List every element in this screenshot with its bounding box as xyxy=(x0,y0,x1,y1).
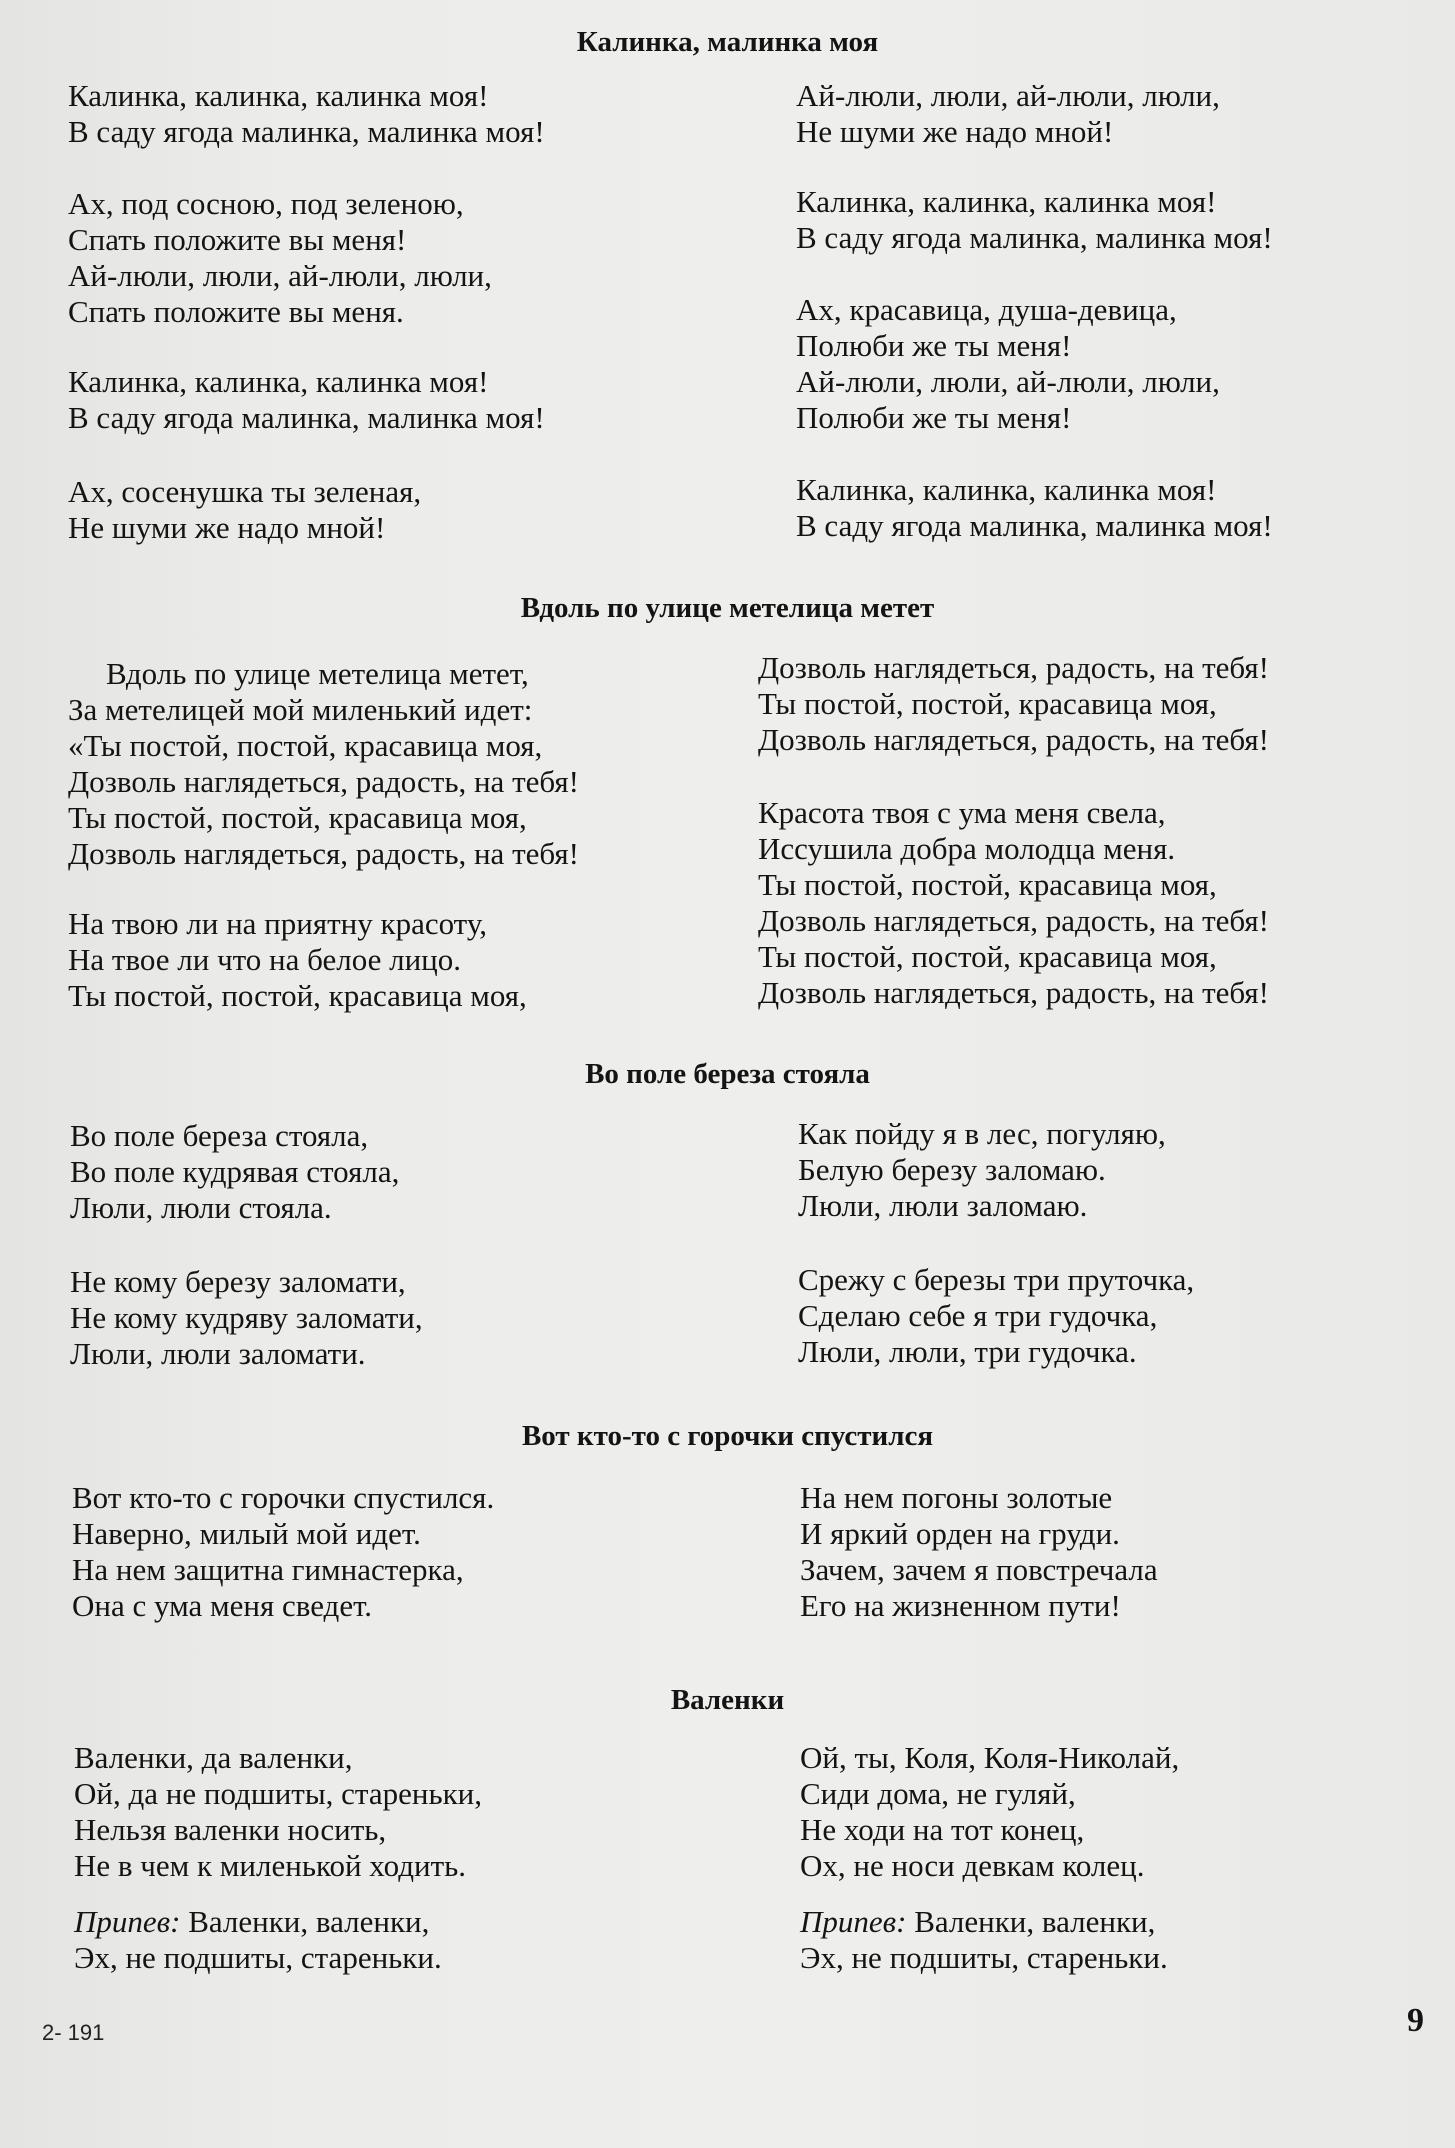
stanza xyxy=(74,1904,442,1976)
stanza xyxy=(800,1904,1168,1976)
verse-line: За метелицей мой миленький идет: xyxy=(68,692,533,727)
verse-line: В саду ягода малинка, малинка моя! xyxy=(796,220,1273,255)
verse-line: Как пойду я в лес, погуляю, xyxy=(798,1116,1166,1151)
song-title: Калинка, малинка моя xyxy=(576,26,879,58)
verse-line: Ай-люли, люли, ай-люли, люли, xyxy=(68,258,492,293)
print-code: 2- 191 xyxy=(42,2020,105,2045)
verse-line: Вот кто-то с горочки спустился. xyxy=(72,1480,495,1515)
stanza xyxy=(758,650,1269,758)
verse-line: Не ходи на тот конец, xyxy=(800,1812,1085,1847)
verse-line: Спать положите вы меня. xyxy=(68,294,404,329)
verse-line: Наверно, милый мой идет. xyxy=(72,1516,421,1551)
stanza xyxy=(70,1118,399,1226)
song-title: Валенки xyxy=(670,1684,785,1716)
verse-line: Во поле береза стояла, xyxy=(70,1118,369,1153)
song-title: Вдоль по улице метелица метет xyxy=(520,592,935,624)
verse-line: Калинка, калинка, калинка моя! xyxy=(796,472,1217,507)
stanza xyxy=(798,1262,1194,1370)
refrain-line xyxy=(800,1904,1168,1940)
stanza xyxy=(68,186,492,330)
verse-line: Люли, люли заломати. xyxy=(70,1336,366,1371)
verse-line: Ты постой, постой, красавица моя, xyxy=(68,978,527,1013)
stanza xyxy=(796,292,1220,436)
stanza xyxy=(74,1740,482,1884)
verse-line: На нем защитна гимнастерка, xyxy=(72,1552,464,1587)
verse-line: Эх, не подшиты, стареньки. xyxy=(74,1940,442,1975)
verse-line: Его на жизненном пути! xyxy=(800,1588,1121,1623)
stanza xyxy=(800,1480,1158,1624)
verse-line: Дозволь наглядеться, радость, на тебя! xyxy=(758,650,1269,685)
verse-line: Валенки, да валенки, xyxy=(74,1740,353,1775)
verse-line: Красота твоя с ума меня свела, xyxy=(758,795,1166,830)
verse-line: Калинка, калинка, калинка моя! xyxy=(68,364,489,399)
stanza xyxy=(68,364,545,436)
verse-line: Дозволь наглядеться, радость, на тебя! xyxy=(68,836,579,871)
verse-line: Сиди дома, не гуляй, xyxy=(800,1776,1076,1811)
page-number: 9 xyxy=(1407,2002,1424,2039)
verse-line: Во поле кудрявая стояла, xyxy=(70,1154,400,1189)
verse-line: Не кому березу заломати, xyxy=(70,1264,406,1299)
verse-text: Валенки, валенки, xyxy=(914,1904,1156,1939)
verse-line: Люли, люли, три гудочка. xyxy=(798,1334,1137,1369)
verse-line: В саду ягода малинка, малинка моя! xyxy=(68,400,545,435)
verse-line: Люли, люли заломаю. xyxy=(798,1188,1088,1223)
verse-line: Срежу с березы три пруточка, xyxy=(798,1262,1195,1297)
verse-line: Белую березу заломаю. xyxy=(798,1152,1106,1187)
stanza xyxy=(68,656,579,872)
verse-line: Вдоль по улице метелица метет, xyxy=(106,656,529,691)
verse-line: Дозволь наглядеться, радость, на тебя! xyxy=(68,764,579,799)
refrain-label: Припев: xyxy=(800,1904,907,1939)
verse-line: Не в чем к миленькой ходить. xyxy=(74,1848,467,1883)
stanza xyxy=(72,1480,494,1624)
verse-line: В саду ягода малинка, малинка моя! xyxy=(68,114,545,149)
stanza xyxy=(800,1740,1179,1884)
verse-line: Калинка, калинка, калинка моя! xyxy=(796,184,1217,219)
verse-line: Спать положите вы меня! xyxy=(68,222,407,257)
stanza xyxy=(68,906,527,1014)
song-title: Вот кто-то с горочки спустился xyxy=(521,1420,934,1452)
verse-line: На твое ли что на белое лицо. xyxy=(68,942,462,977)
verse-line: Не шуми же надо мной! xyxy=(796,114,1114,149)
verse-line: Она с ума меня сведет. xyxy=(72,1588,373,1623)
verse-line: Калинка, калинка, калинка моя! xyxy=(68,78,489,113)
stanza xyxy=(70,1264,423,1372)
stanza xyxy=(758,795,1269,1011)
verse-line: Зачем, зачем я повстречала xyxy=(800,1552,1158,1587)
verse-line: Полюби же ты меня! xyxy=(796,328,1072,363)
stanza xyxy=(68,474,421,546)
verse-line: На твою ли на приятну красоту, xyxy=(68,906,487,941)
verse-line: Ты постой, постой, красавица моя, xyxy=(758,867,1217,902)
verse-line: Ах, под сосною, под зеленою, xyxy=(68,186,464,221)
verse-line: Иссушила добра молодца меня. xyxy=(758,831,1176,866)
verse-line: «Ты постой, постой, красавица моя, xyxy=(68,728,543,763)
verse-line: Дозволь наглядеться, радость, на тебя! xyxy=(758,903,1269,938)
verse-line: Эх, не подшиты, стареньки. xyxy=(800,1940,1168,1975)
verse-line: Ах, сосенушка ты зеленая, xyxy=(68,474,422,509)
verse-line: Ты постой, постой, красавица моя, xyxy=(68,800,527,835)
verse-line: И яркий орден на груди. xyxy=(800,1516,1120,1551)
refrain-line xyxy=(74,1904,442,1940)
verse-line: Не кому кудряву заломати, xyxy=(70,1300,423,1335)
verse-line: Сделаю себе я три гудочка, xyxy=(798,1298,1158,1333)
verse-line: Ты постой, постой, красавица моя, xyxy=(758,939,1217,974)
verse-line: Дозволь наглядеться, радость, на тебя! xyxy=(758,975,1269,1010)
verse-line: Люли, люли стояла. xyxy=(70,1190,332,1225)
verse-line: Не шуми же надо мной! xyxy=(68,510,386,545)
verse-line: Ой, да не подшиты, стареньки, xyxy=(74,1776,482,1811)
stanza xyxy=(796,472,1273,544)
stanza xyxy=(68,78,545,150)
verse-line: Ай-люли, люли, ай-люли, люли, xyxy=(796,364,1220,399)
verse-line: В саду ягода малинка, малинка моя! xyxy=(796,508,1273,543)
verse-line: Ты постой, постой, красавица моя, xyxy=(758,686,1217,721)
stanza xyxy=(796,184,1273,256)
stanza xyxy=(796,78,1220,150)
verse-line: Ах, красавица, душа-девица, xyxy=(796,292,1177,327)
verse-line: Ох, не носи девкам колец. xyxy=(800,1848,1145,1883)
stanza xyxy=(798,1116,1166,1224)
verse-line: Ай-люли, люли, ай-люли, люли, xyxy=(796,78,1220,113)
verse-text: Валенки, валенки, xyxy=(188,1904,430,1939)
verse-line: Полюби же ты меня! xyxy=(796,400,1072,435)
song-title: Во поле береза стояла xyxy=(585,1058,870,1090)
verse-line: На нем погоны золотые xyxy=(800,1480,1113,1515)
verse-line: Нельзя валенки носить, xyxy=(74,1812,387,1847)
refrain-label: Припев: xyxy=(74,1904,181,1939)
verse-line: Ой, ты, Коля, Коля-Николай, xyxy=(800,1740,1180,1775)
verse-line: Дозволь наглядеться, радость, на тебя! xyxy=(758,722,1269,757)
